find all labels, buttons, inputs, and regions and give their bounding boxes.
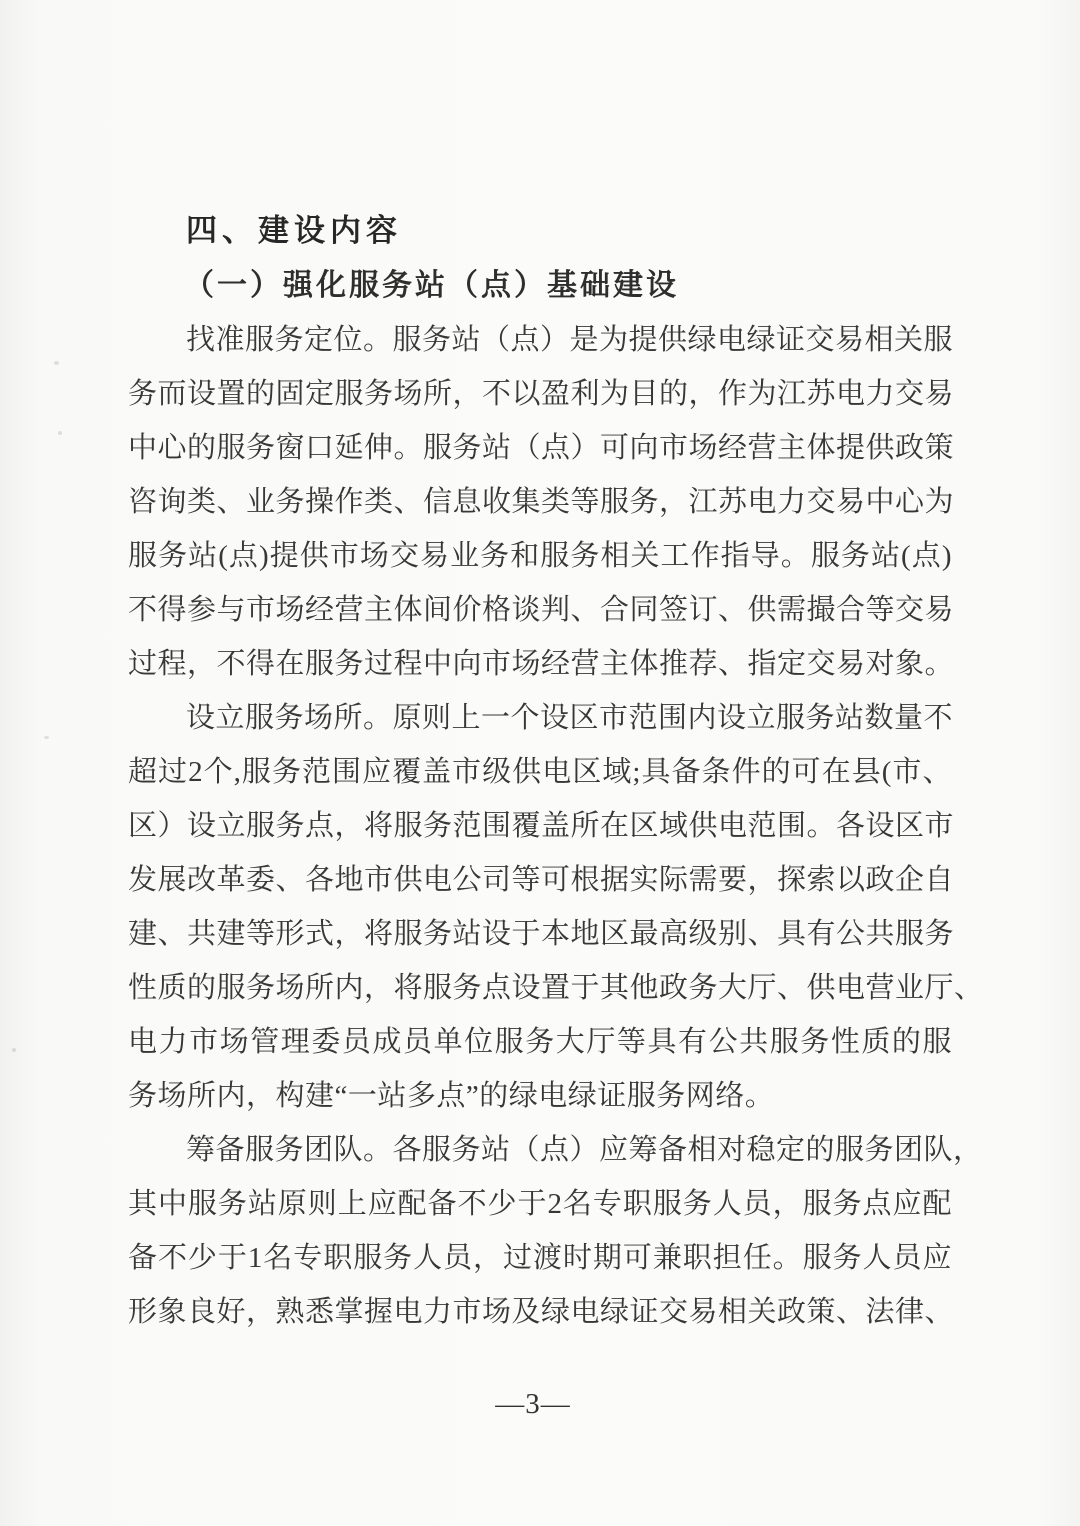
para-service-premises	[128, 691, 984, 1123]
text-line: 务而设置的固定服务场所，不以盈利为目的，作为江苏电力交易	[128, 378, 955, 410]
text-line: 中心的服务窗口延伸。服务站（点）可向市场经营主体提供政策	[128, 432, 955, 464]
scan-speck	[58, 431, 62, 435]
subsection-heading: （一）强化服务站（点）基础建设	[184, 269, 679, 302]
text-line: 其中服务站原则上应配备不少于2名专职服务人员，服务点应配	[128, 1188, 952, 1220]
scan-speck	[12, 1048, 16, 1052]
text-line: 形象良好，熟悉掌握电力市场及绿电绿证交易相关政策、法律、	[128, 1296, 955, 1328]
document-content	[128, 203, 984, 1339]
scan-speck	[44, 736, 49, 739]
page-number: —3—	[495, 1388, 571, 1420]
text-line: 筹备服务团队。各服务站（点）应筹备相对稳定的服务团队，	[186, 1134, 983, 1166]
section-heading: 四、建设内容	[186, 213, 402, 248]
text-line: 建、共建等形式，将服务站设于本地区最高级别、具有公共服务	[128, 918, 955, 950]
text-line: 区）设立服务点，将服务范围覆盖所在区域供电范围。各设区市	[128, 810, 955, 842]
text-line: 过程，不得在服务过程中向市场经营主体推荐、指定交易对象。	[128, 648, 955, 680]
text-line: 超过2个,服务范围应覆盖市级供电区域;具备条件的可在县(市、	[128, 756, 952, 788]
text-line: 咨询类、业务操作类、信息收集类等服务，江苏电力交易中心为	[128, 486, 955, 518]
text-line: 设立服务场所。原则上一个设区市范围内设立服务站数量不	[186, 702, 954, 734]
text-line: 性质的服务场所内，将服务点设置于其他政务大厅、供电营业厅、	[128, 972, 984, 1004]
scan-speck	[54, 361, 59, 365]
text-line: 找准服务定位。服务站（点）是为提供绿电绿证交易相关服	[186, 324, 954, 356]
para-service-positioning	[128, 313, 955, 691]
text-line: 务场所内，构建“一站多点”的绿电绿证服务网络。	[128, 1080, 775, 1112]
text-line: 电力市场管理委员成员单位服务大厅等具有公共服务性质的服	[128, 1026, 952, 1058]
text-line: 服务站(点)提供市场交易业务和服务相关工作指导。服务站(点)	[128, 540, 952, 572]
text-line: 备不少于1名专职服务人员，过渡时期可兼职担任。服务人员应	[128, 1242, 952, 1274]
para-service-team	[128, 1123, 983, 1339]
text-line: 不得参与市场经营主体间价格谈判、合同签订、供需撮合等交易	[128, 594, 955, 626]
text-line: 发展改革委、各地市供电公司等可根据实际需要，探索以政企自	[128, 864, 955, 896]
document-body	[128, 313, 984, 1339]
